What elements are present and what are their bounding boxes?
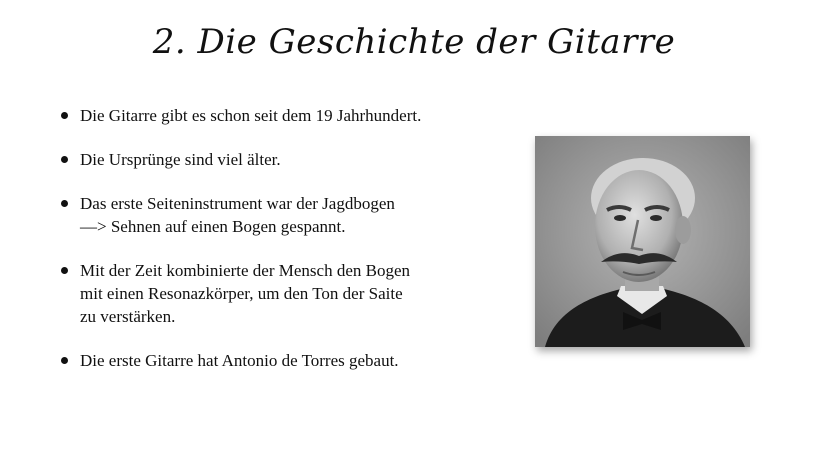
slide-title: 2. Die Geschichte der Gitarre (152, 22, 676, 62)
bullet-item (60, 259, 480, 328)
portrait-eye (650, 215, 662, 221)
bullet-item (60, 104, 480, 127)
portrait-photo (535, 136, 750, 347)
bullet-dot-icon (61, 267, 68, 274)
bullet-line: —> Sehnen auf einen Bogen gespannt. (80, 217, 346, 236)
bullet-line: Das erste Seiteninstrument war der Jagdbogen (80, 194, 395, 213)
bullet-dot-icon (61, 156, 68, 163)
bullet-line: Mit der Zeit kombinierte der Mensch den Bogen (80, 261, 410, 280)
bullet-line: mit einen Resonazkörper, um den Ton der Saite (80, 284, 403, 303)
bullet-line: Die Gitarre gibt es schon seit dem 19 Jahrhundert. (80, 106, 422, 125)
portrait-illustration (535, 136, 750, 347)
bullet-dot-icon (61, 200, 68, 207)
bullet-item (60, 148, 480, 171)
bullet-dot-icon (61, 112, 68, 119)
bullet-dot-icon (61, 357, 68, 364)
bullet-item (60, 349, 480, 372)
portrait-eye (614, 215, 626, 221)
portrait-ear (675, 216, 691, 244)
bullet-line: zu verstärken. (80, 307, 176, 326)
portrait-face (595, 170, 683, 282)
bullet-list (60, 104, 480, 393)
bullet-line: Die erste Gitarre hat Antonio de Torres gebaut. (80, 351, 399, 370)
bullet-item (60, 192, 480, 238)
bullet-line: Die Ursprünge sind viel älter. (80, 150, 281, 169)
